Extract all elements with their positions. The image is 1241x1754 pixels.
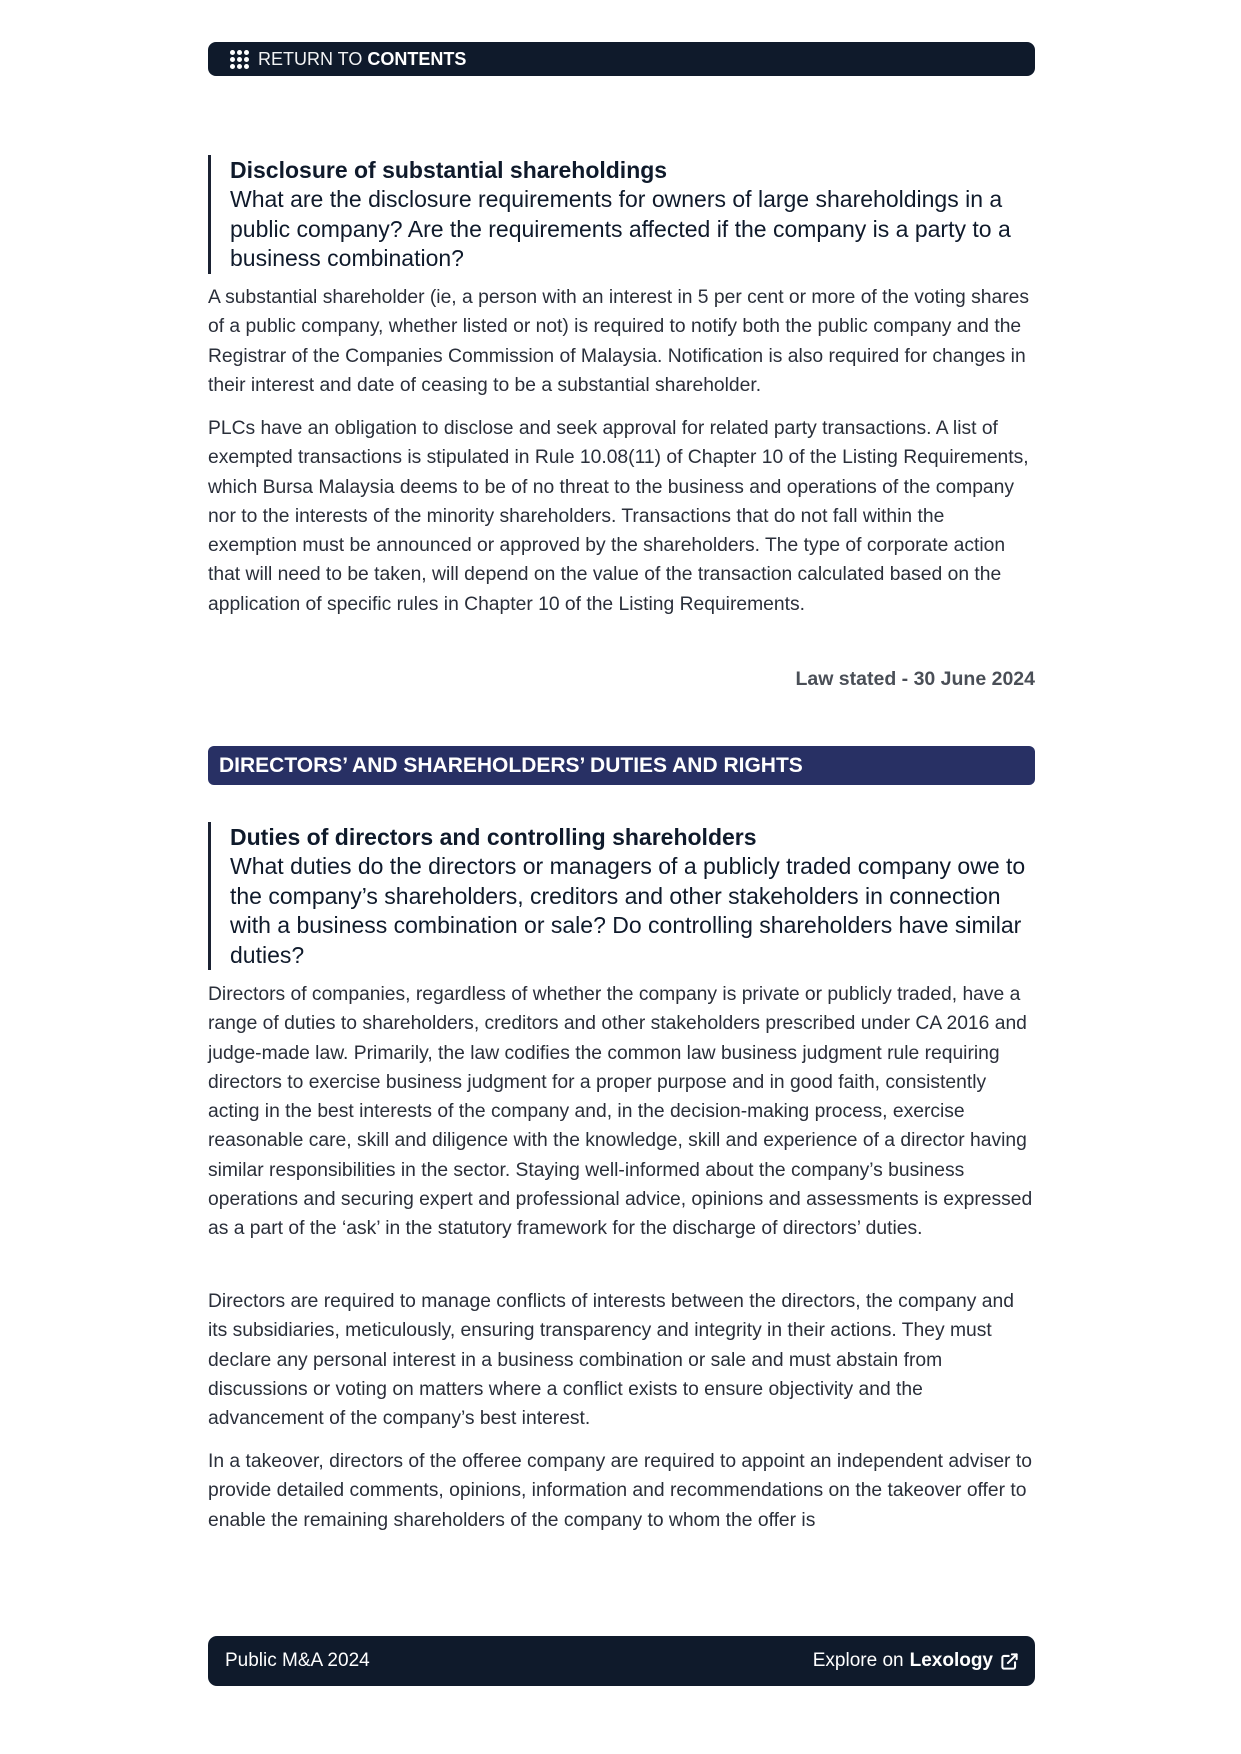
external-link-icon [1000, 1652, 1019, 1671]
question-text: What are the disclosure requirements for owners of large shareholdings in a public company? Are the requirements affected if the company is a party to a business combination? [230, 186, 1011, 271]
publication-title: Public M&A 2024 [225, 1650, 370, 1671]
return-label: RETURN TO [258, 48, 363, 69]
question-block-duties [208, 822, 1035, 970]
answer-paragraph: A substantial shareholder (ie, a person with an interest in 5 per cent or more of the voting shares of a public company, whether listed or not) is required to notify both the public company and the Registrar of the Companies Commission of Malaysia. Notification is also required for changes in their interest and date of ceasing to be a substantial shareholder. [208, 287, 1029, 396]
question-text: What duties do the directors or managers of a publicly traded company owe to the company’s shareholders, creditors and other stakeholders in connection with a business combination or sale? Do controlling shareholders have similar duties? [230, 853, 1026, 968]
grid-icon [230, 50, 249, 69]
question-title: Disclosure of substantial shareholdings [230, 157, 668, 183]
answer-paragraph: Directors are required to manage conflicts of interests between the directors, the company and its subsidiaries, meticulously, ensuring transparency and integrity in their actions. They must declare any personal interest in a business combination or sale and must abstain from discussions or voting on matters where a conflict exists to ensure objectivity and the advancement of the company’s best interest. [208, 1291, 1014, 1430]
lexology-label: Lexology [909, 1650, 993, 1671]
section-header: DIRECTORS’ AND SHAREHOLDERS’ DUTIES AND RIGHTS [208, 746, 1035, 785]
explore-lexology-link[interactable] [813, 1650, 1019, 1672]
explore-label: Explore on [812, 1650, 904, 1671]
question-title: Duties of directors and controlling shareholders [230, 824, 757, 850]
contents-label: CONTENTS [367, 48, 467, 69]
law-stated: Law stated - 30 June 2024 [795, 668, 1035, 690]
answer-paragraph: Directors of companies, regardless of whether the company is private or publicly traded, have a range of duties to shareholders, creditors and other stakeholders prescribed under CA 2016 and judge-made law. Primarily, the law codifies the common law business judgment rule requiring directors to exercise business judgment for a proper purpose and in good faith, consistently acting in the best interests of the company and, in the decision-making process, exercise reasonable care, skill and diligence with the knowledge, skill and experience of a director having similar responsibilities in the sector. Staying well-informed about the company’s business operations and securing expert and professional advice, opinions and assessments is expressed as a part of the ‘ask’ in the statutory framework for the discharge of directors’ duties. [208, 984, 1033, 1240]
answer-paragraph: In a takeover, directors of the offeree company are required to appoint an independent adviser to provide detailed comments, opinions, information and recommendations on the takeover offer to enable the remaining shareholders of the company to whom the offer is [208, 1451, 1032, 1531]
footer-bar [208, 1636, 1035, 1686]
answer-paragraph: PLCs have an obligation to disclose and seek approval for related party transactions. A list of exempted transactions is stipulated in Rule 10.08(11) of Chapter 10 of the Listing Requirements, which Bursa Malaysia deems to be of no threat to the business and operations of the company nor to the interests of the minority shareholders. Transactions that do not fall within the exemption must be announced or approved by the shareholders. The type of corporate action that will need to be taken, will depend on the value of the transaction calculated based on the application of specific rules in Chapter 10 of the Listing Requirements. [208, 418, 1029, 615]
return-to-contents-button[interactable] [208, 42, 1035, 76]
question-block-disclosure [208, 155, 1035, 274]
